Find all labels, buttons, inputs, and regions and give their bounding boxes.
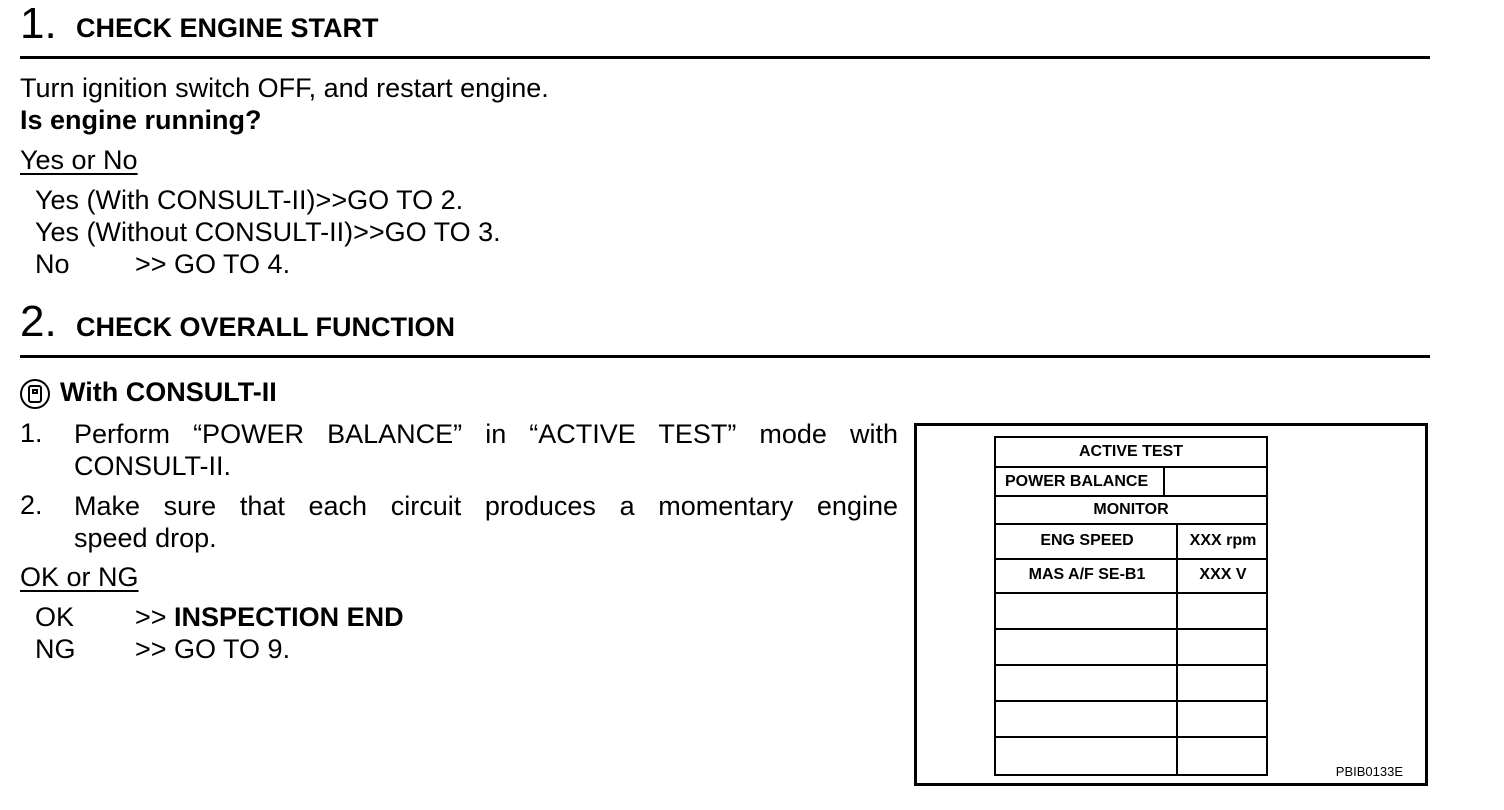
step-1-instruction: Turn ignition switch OFF, and restart engine. <box>20 73 549 103</box>
step-2-title: CHECK OVERALL FUNCTION <box>76 312 456 342</box>
screen-title-row <box>996 438 1266 468</box>
answer-key: Yes (With CONSULT-II) <box>35 185 316 215</box>
screen-title: ACTIVE TEST <box>1078 443 1183 460</box>
step-1-answer-yes-consult <box>35 185 463 216</box>
column-divider <box>1176 525 1178 774</box>
step-2-answer-label: OK or NG <box>20 562 139 592</box>
consult-screen <box>994 436 1268 776</box>
monitor-item: ENG SPEED <box>1040 532 1134 549</box>
step-2-divider <box>20 355 1430 358</box>
item-1-number: 1. <box>20 418 43 448</box>
step-1-divider <box>20 56 1430 59</box>
table-row <box>996 594 1266 630</box>
step-1-answer-label: Yes or No <box>20 145 138 175</box>
item-1-line-1: Perform “POWER BALANCE” in “ACTIVE TEST” mode with <box>74 419 898 449</box>
step-2-number: 2. <box>20 297 57 346</box>
table-row <box>996 560 1266 594</box>
consult-ii-icon <box>20 379 50 409</box>
step-1-answer-no-key: No <box>35 249 70 279</box>
step-1-title: CHECK ENGINE START <box>76 13 379 43</box>
consult-screen-figure <box>914 423 1428 786</box>
step-2-answer-ok-key: OK <box>35 602 75 632</box>
step-1-question: Is engine running? <box>20 105 262 135</box>
answer-action: >>GO TO 3. <box>353 217 501 247</box>
answer-action: INSPECTION END <box>174 602 404 632</box>
step-2-answer-ok-action <box>135 602 404 633</box>
answer-action: >>GO TO 2. <box>315 185 464 215</box>
figure-code: PBIB0133E <box>1335 764 1403 779</box>
answer-prefix: >> <box>135 602 175 632</box>
test-name-row <box>996 468 1266 497</box>
monitor-value: XXX V <box>1199 566 1247 583</box>
step-1-answer-yes-no-consult <box>35 217 501 248</box>
monitor-row <box>996 497 1266 525</box>
step-1-answer-no-action: >> GO TO 4. <box>135 249 291 279</box>
table-row <box>996 525 1266 560</box>
step-1-number: 1. <box>20 0 57 48</box>
answer-key: Yes (Without CONSULT-II) <box>35 217 354 247</box>
monitor-value: XXX rpm <box>1189 532 1257 549</box>
table-row <box>996 666 1266 702</box>
item-2-line-2: speed drop. <box>74 523 217 553</box>
with-consult-label: With CONSULT-II <box>60 377 277 407</box>
table-row <box>996 702 1266 738</box>
step-2-answer-ng-action: >> GO TO 9. <box>135 634 291 664</box>
item-1-line-2: CONSULT-II. <box>74 451 232 481</box>
test-name: POWER BALANCE <box>1005 473 1149 490</box>
item-2-number: 2. <box>20 490 43 520</box>
test-name-divider <box>1163 468 1165 495</box>
item-2-line-1: Make sure that each circuit produces a momentary engine <box>74 491 898 521</box>
monitor-item: MAS A/F SE-B1 <box>1028 566 1146 583</box>
monitor-label: MONITOR <box>1093 501 1169 518</box>
step-2-answer-ng-key: NG <box>35 634 76 664</box>
table-row <box>996 630 1266 666</box>
